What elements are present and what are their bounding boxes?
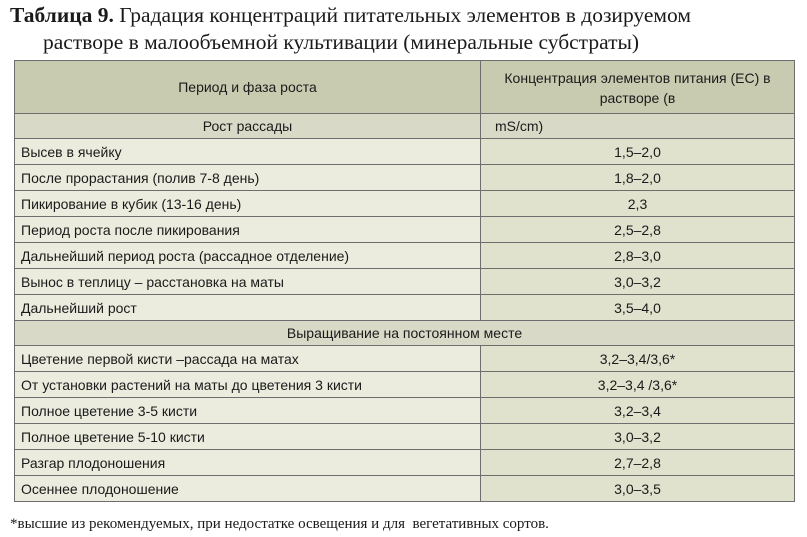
table-row	[15, 243, 795, 269]
table-caption	[10, 2, 800, 56]
table-row	[15, 295, 795, 321]
row-concentration: 2,3	[481, 191, 795, 217]
row-phase: Полное цветение 3-5 кисти	[15, 398, 481, 424]
caption-text-line1: Градация концентраций питательных элементов в дозируемом	[113, 3, 691, 27]
row-phase: Вынос в теплицу – расстановка на маты	[15, 269, 481, 295]
row-phase: Высев в ячейку	[15, 139, 481, 165]
table-row	[15, 450, 795, 476]
row-phase: Разгар плодоношения	[15, 450, 481, 476]
table-row	[15, 424, 795, 450]
row-concentration: 1,5–2,0	[481, 139, 795, 165]
header-concentration: Концентрация элементов питания (ЕС) в растворе (в	[481, 61, 795, 114]
row-phase: От установки растений на маты до цветения 3 кисти	[15, 372, 481, 398]
row-concentration: 2,7–2,8	[481, 450, 795, 476]
row-concentration: 3,2–3,4	[481, 398, 795, 424]
row-concentration: 3,2–3,4/3,6*	[481, 346, 795, 372]
footnote: *высшие из рекомендуемых, при недостатке освещения и для вегетативных сортов.	[10, 516, 549, 532]
table-row	[15, 139, 795, 165]
table-number: Таблица 9.	[10, 3, 114, 27]
table-row	[15, 165, 795, 191]
section-title: Выращивание на постоянном месте	[15, 321, 795, 346]
section-title: Рост рассады	[15, 114, 481, 139]
row-phase: Полное цветение 5-10 кисти	[15, 424, 481, 450]
section-row	[15, 321, 795, 346]
table-row	[15, 269, 795, 295]
row-concentration: 2,5–2,8	[481, 217, 795, 243]
row-phase: Период роста после пикирования	[15, 217, 481, 243]
table-row	[15, 476, 795, 502]
concentration-table	[14, 60, 795, 502]
row-concentration: 2,8–3,0	[481, 243, 795, 269]
row-phase: После прорастания (полив 7-8 день)	[15, 165, 481, 191]
section-unit: mS/cm)	[481, 114, 795, 139]
table-header-row	[15, 61, 795, 114]
row-phase: Дальнейший рост	[15, 295, 481, 321]
row-concentration: 3,2–3,4 /3,6*	[481, 372, 795, 398]
section-row	[15, 114, 795, 139]
table-row	[15, 398, 795, 424]
table-row	[15, 217, 795, 243]
row-concentration: 3,5–4,0	[481, 295, 795, 321]
row-concentration: 1,8–2,0	[481, 165, 795, 191]
caption-text-line2: растворе в малообъемной культивации (минеральные субстраты)	[43, 30, 640, 54]
row-concentration: 3,0–3,2	[481, 424, 795, 450]
row-phase: Осеннее плодоношение	[15, 476, 481, 502]
row-phase: Пикирование в кубик (13-16 день)	[15, 191, 481, 217]
row-concentration: 3,0–3,2	[481, 269, 795, 295]
row-phase: Дальнейший период роста (рассадное отделение)	[15, 243, 481, 269]
table-row	[15, 372, 795, 398]
table-row	[15, 191, 795, 217]
header-period: Период и фаза роста	[15, 61, 481, 114]
row-concentration: 3,0–3,5	[481, 476, 795, 502]
table-row	[15, 346, 795, 372]
row-phase: Цветение первой кисти –рассада на матах	[15, 346, 481, 372]
